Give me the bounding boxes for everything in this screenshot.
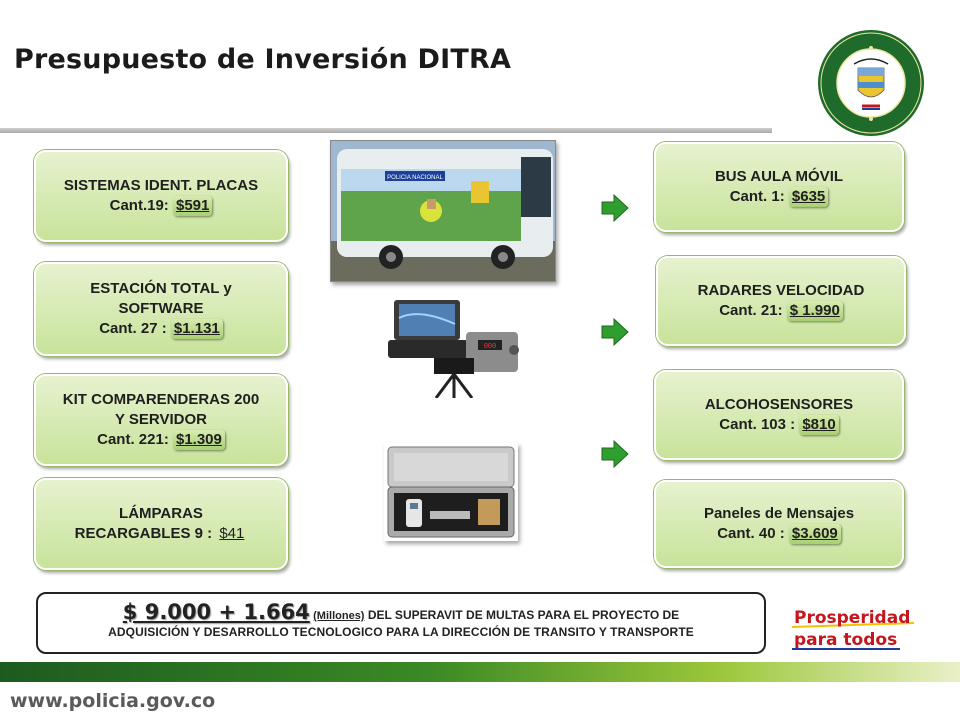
svg-text:000: 000 (483, 343, 497, 351)
card-quantity: RECARGABLES 9 : (74, 525, 217, 542)
card-label: BUS AULA MÓVIL (714, 168, 844, 185)
arrow-right-icon (600, 440, 630, 468)
card-amount: $591 (173, 196, 212, 216)
card-quantity-line (97, 430, 225, 450)
card-label: ALCOHOSENSORES (704, 396, 854, 413)
card-label: SISTEMAS IDENT. PLACAS (63, 177, 259, 194)
page-title: Presupuesto de Inversión DITRA (14, 44, 512, 75)
card-quantity: Cant. 27 : (99, 320, 171, 337)
card-label: ESTACIÓN TOTAL y (90, 280, 232, 297)
card-quantity: Cant.19: (109, 197, 173, 214)
bus-aula-movil-image (331, 141, 555, 281)
card-quantity: Cant. 1: (729, 188, 789, 205)
card-quantity-line (110, 196, 213, 216)
bus-banner-text: POLICIA NACIONAL (387, 175, 443, 181)
card-bus-aula-movil (654, 142, 904, 232)
card-lamparas (34, 478, 288, 570)
card-paneles-mensajes (654, 480, 904, 568)
card-kit-comparenderas (34, 374, 288, 466)
summary-amount: $ 9.000 + 1.664 (122, 600, 310, 624)
card-quantity-line (99, 319, 223, 339)
card-quantity: Cant. 103 : (719, 416, 800, 433)
card-quantity: Cant. 40 : (717, 525, 789, 542)
brand-line-2: para todos (794, 630, 898, 650)
summary-box (36, 592, 766, 654)
card-estacion-total (34, 262, 288, 356)
card-label: Y SERVIDOR (115, 411, 207, 428)
card-sistemas-ident-placas (34, 150, 288, 242)
card-amount: $635 (789, 187, 828, 207)
arrow-right-icon (600, 194, 630, 222)
card-quantity-line (719, 301, 843, 321)
alcohosensor-case-image (384, 443, 518, 541)
bus-photo (330, 140, 556, 282)
summary-line-1 (38, 600, 764, 624)
card-label: Paneles de Mensajes (703, 505, 855, 522)
prosperidad-para-todos-logo (790, 603, 916, 653)
card-amount: $41 (219, 525, 245, 542)
card-quantity: Cant. 221: (97, 431, 173, 448)
card-radares-velocidad (656, 256, 906, 346)
radar-photo (374, 298, 524, 398)
footer-band (0, 662, 960, 682)
card-quantity-line (730, 187, 829, 207)
card-label: LÁMPARAS (119, 505, 203, 522)
summary-unit: (Millones) (313, 610, 365, 622)
card-amount: $1.131 (171, 319, 223, 339)
card-amount: $810 (799, 415, 838, 435)
card-quantity-line (717, 524, 841, 544)
brand-line-1: Prosperidad (794, 608, 911, 628)
card-amount: $1.309 (173, 430, 225, 450)
policia-nacional-seal-icon (816, 28, 926, 138)
title-divider (0, 128, 772, 133)
footer-url: www.policia.gov.co (10, 690, 216, 712)
card-amount: $3.609 (789, 524, 841, 544)
arrow-right-icon (600, 318, 630, 346)
card-label: RADARES VELOCIDAD (697, 282, 865, 299)
card-quantity: Cant. 21: (719, 302, 787, 319)
card-quantity-line (719, 415, 838, 435)
summary-text: DEL SUPERAVIT DE MULTAS PARA EL PROYECTO DE (364, 608, 680, 622)
alcohosensor-photo (384, 443, 518, 541)
radar-device-image (374, 298, 524, 398)
card-quantity-line (75, 524, 248, 544)
card-alcohosensores (654, 370, 904, 460)
card-label: SOFTWARE (118, 300, 204, 317)
card-label: KIT COMPARENDERAS 200 (62, 391, 260, 408)
card-amount: $ 1.990 (787, 301, 843, 321)
summary-line-2: ADQUISICIÓN Y DESARROLLO TECNOLOGICO PARA LA DIRECCIÓN DE TRANSITO Y TRANSPORTE (108, 625, 694, 639)
